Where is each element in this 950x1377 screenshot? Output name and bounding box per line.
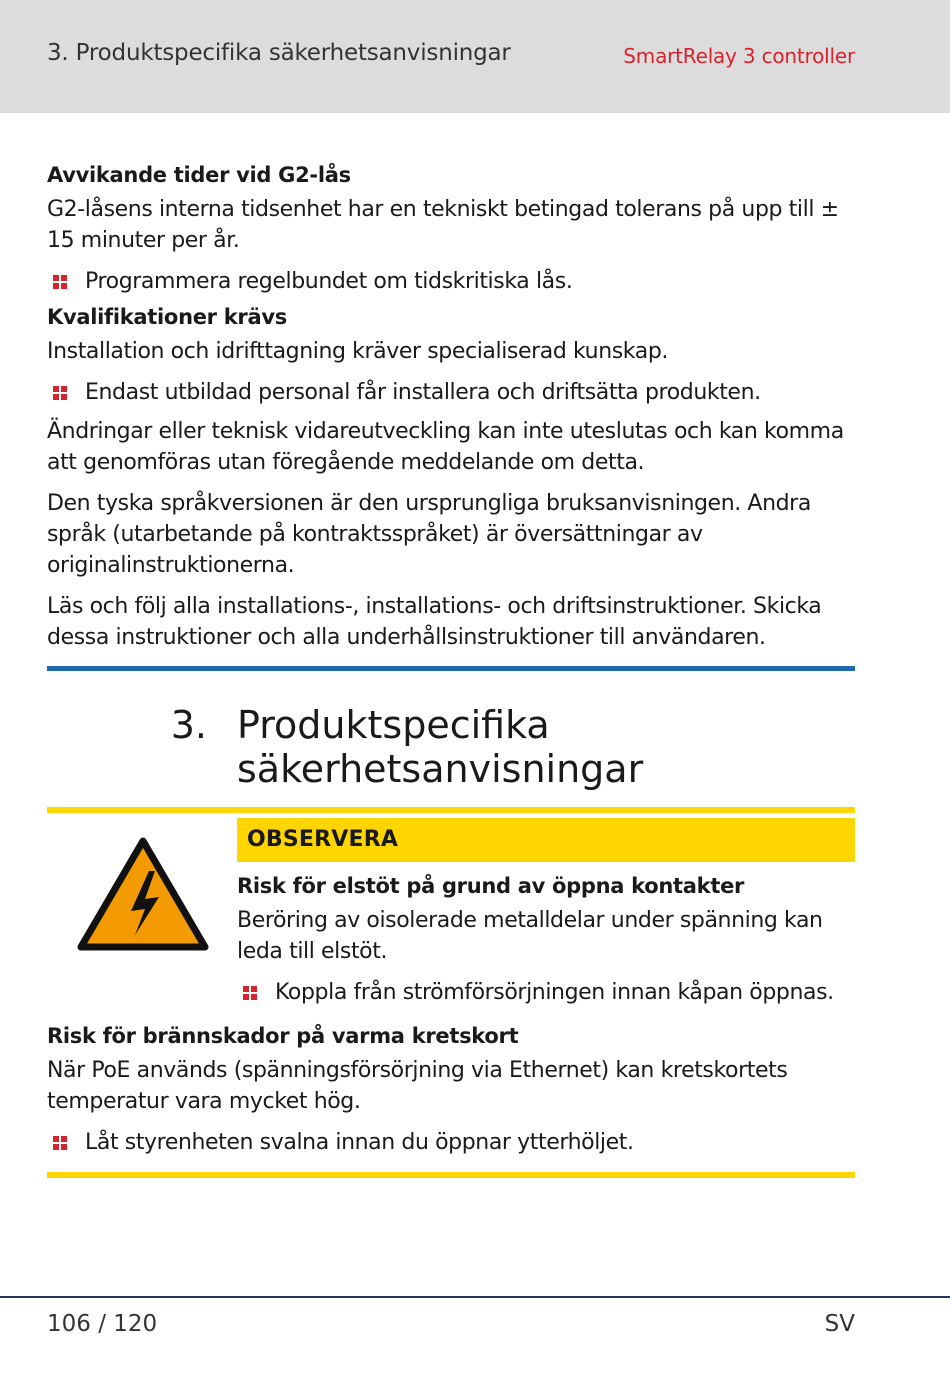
notice-bottom-rule [47, 1172, 855, 1178]
qualification-instruction-text: Endast utbildad personal får installera och driftsätta produkten. [85, 380, 761, 405]
burn-instruction [47, 1127, 855, 1158]
burn-heading: Risk för brännskador på varma kretskort [47, 1024, 519, 1048]
g2-instruction [47, 266, 855, 297]
chapter-title: Produktspecifika säkerhetsanvisningar [237, 703, 644, 791]
changes-paragraph: Ändringar eller teknisk vidareutveckling kan inte uteslutas och kan komma att genomföras utan föregående meddelande om detta. [47, 419, 844, 475]
qualification-instruction [47, 377, 855, 408]
instruction-icon [47, 377, 85, 408]
notice-heading: Risk för elstöt på grund av öppna kontakter [237, 874, 745, 898]
instruction-icon [47, 1127, 85, 1158]
page-header [0, 0, 950, 113]
g2-text: G2-låsens interna tidsenhet har en tekniskt betingad tolerans på upp till ± 15 minuter per år. [47, 197, 839, 253]
burn-instruction-text: Låt styrenheten svalna innan du öppnar ytterhöljet. [85, 1130, 634, 1155]
page-number: 106 / 120 [47, 1311, 158, 1337]
notice-label: OBSERVERA [237, 818, 855, 862]
header-product-name: SmartRelay 3 controller [623, 44, 855, 68]
g2-heading: Avvikande tider vid G2-lås [47, 163, 351, 187]
qualification-heading: Kvalifikationer krävs [47, 305, 287, 329]
chapter-number: 3. [170, 703, 207, 747]
notice-top-rule [47, 807, 855, 813]
g2-instruction-text: Programmera regelbundet om tidskritiska lås. [85, 269, 573, 294]
electric-hazard-icon [75, 835, 211, 955]
section-divider [47, 666, 855, 671]
header-section-title: 3. Produktspecifika säkerhetsanvisningar [47, 40, 511, 66]
page-content [47, 155, 855, 1178]
notice-instruction [237, 977, 855, 1008]
burn-text: När PoE används (spänningsförsörjning via Ethernet) kan kretskortets temperatur vara mycket hög. [47, 1058, 788, 1114]
notice-block [47, 818, 855, 1016]
notice-text: Beröring av oisolerade metalldelar under spänning kan leda till elstöt. [237, 908, 823, 964]
follow-paragraph: Läs och följ alla installations-, installations- och driftsinstruktioner. Skicka dessa instruktioner och alla underhållsinstruktioner till användaren. [47, 594, 822, 650]
language-code: SV [824, 1311, 855, 1337]
qualification-text: Installation och idrifttagning kräver specialiserad kunskap. [47, 339, 669, 364]
language-paragraph: Den tyska språkversionen är den ursprungliga bruksanvisningen. Andra språk (utarbetande på kontraktsspråket) är översättningar av originalinstruktionerna. [47, 491, 811, 578]
footer-divider [0, 1296, 950, 1298]
notice-instruction-text: Koppla från strömförsörjningen innan kåpan öppnas. [275, 980, 834, 1005]
instruction-icon [47, 266, 85, 297]
instruction-icon [237, 977, 275, 1008]
chapter-heading [47, 703, 855, 791]
